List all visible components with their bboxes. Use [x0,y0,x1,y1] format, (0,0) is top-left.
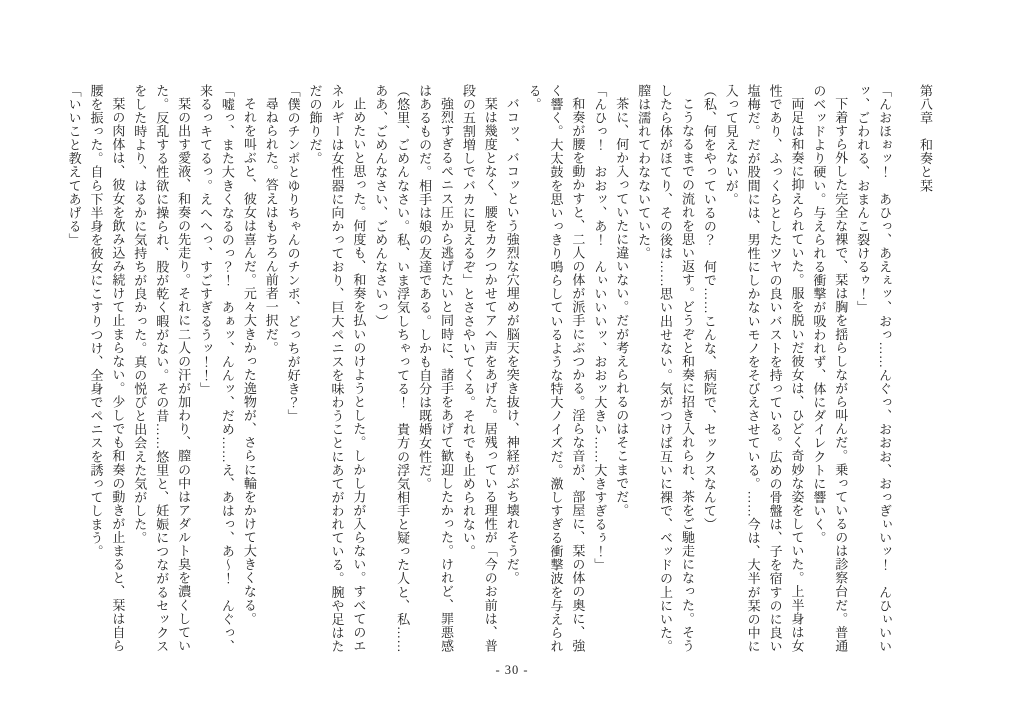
vertical-text-area [66,84,936,658]
chapter-title-text: 第八章 和奏と栞 [918,84,933,193]
paragraph: 強烈すぎるペニス圧から逃げたいと同時に、諸手をあげて歓迎したかった。けれど、罪悪感はあるものだ。相手は娘の友達である。しかも自分は既婚女性だ。 [417,84,454,653]
page-number: - 30 - [495,663,529,677]
paragraph: 両足は和奏に抑えられていた。服を脱いだ彼女は、ひどく奇妙な姿をしていた。上半身は女性であり、ふっくらとしたツヤの良いバストを持っている。広めの骨盤は、子を宿すのに良い塩梅だ。だが股間には、男性にしかないモノをそびえさせている。……今は、大半が栞の中に入って見えないが。 [723,84,805,654]
paragraph: こうなるまでの流れを思い返す。どうぞと和奏に招き入れられ、茶をご馳走になった。そうしたら体がほてり、その後は……思い出せない。気がつけば互いに裸で、ベッドの上にいた。膣は濡れてわなないていた。 [636,84,695,654]
paragraph: 栞は幾度となく、腰をカクつかせてアヘ声をあげた。居残っている理性が「今のお前は、普段の五割増しでバカに見えるぞ」とささやいてくる。それでも止められない。 [460,84,498,653]
paragraph: それを叫ぶと、彼女は喜んだ。元々大きかった逸物が、さらに輪をかけて大きくなる。 [241,97,257,626]
paragraph: 「僕のチンポとゆりちゃんのチンポ、どっちが好き？」 [285,84,301,423]
paragraph: 栞の出す愛液、和奏の先走り。それに二人の汗が加わり、膣の中はアダルト臭を濃くしていた。反乱する性欲に操られ、股が乾く暇がない。その昔……悠里と、妊娠につながるセックスをした時より、はるかに気持ちが良かった。真の悦びと出会えた気がした。 [132,84,192,654]
paragraph: （私、何をやっているの？ 何で……こんな、病院で、セックスなんて） [701,84,717,532]
paragraph: バコッ、バコッという強烈な穴埋めが脳天を突き抜け、神経がぶち壊れそうだ。 [504,97,520,585]
paragraph: 茶に、何か入っていたに違いない。だが考えられるのはそこまでだ。 [614,97,630,518]
paragraph: 「いいこと教えてあげる」 [66,84,82,247]
paragraph: 「んひっ！ おおッ、あ！ んぃいいいッ、おおッ大きい……大きすぎるぅ！」 [592,84,608,572]
paragraph: 「んおほぉッ！ あひっ、あえぇッ、おっ……んぐっ、おおお、おっぎぃいッ！ んひぃいいッ、ごわれる、おまんこ裂けるゥ！」 [855,84,893,654]
paragraph: 止めたいと思った。何度も、和奏を払いのけようとした。しかし力が入らない。すべてのエネルギーは女性器に向かっており、巨大ペニスを味わうことにあてがわれている。腕や足はただの飾りだ。 [307,84,367,654]
paragraph: 栞の肉体は、彼女を飲み込み続けて止まらない。少しでも和奏の動きが止まると、栞は自ら腰を振った。自ら下半身を彼女にこすりつけ、全身でペニスを誘ってしまう。 [88,84,126,653]
chapter-title [914,84,936,658]
paragraph: 尋ねられた。答えはもちろん前者一択だ。 [263,97,279,355]
paragraph: 和奏が腰を動かすと、二人の体が派手にぶつかる。淫らな音が、部屋に、栞の体の奥に、強く響く。大太鼓を思いっきり鳴らしているような特大ノイズだ。激しすぎる衝撃波を与えられる。 [526,84,586,654]
paragraph: 下着すら外した完全な裸で、栞は胸を揺らしながら叫んだ。乗っているのは診察台だ。普通のベッドより硬い。与えられる衝撃が吸われず、体にダイレクトに響いく。 [811,84,849,653]
paragraph: 「嘘っ、また大きくなるのっ？！ あぁッ、んんッ、だめ……え、あはっ、あ〜！ んぐっ、来るっキてるっ。えへへっ、すごすぎるうッ！！」 [198,84,235,654]
paragraph: （悠里、ごめんなさい。私、いま浮気しちゃってる！ 貴方の浮気相手と疑った人と、私……ああ、ごめんなさい、ごめんなさいっ） [373,84,411,654]
